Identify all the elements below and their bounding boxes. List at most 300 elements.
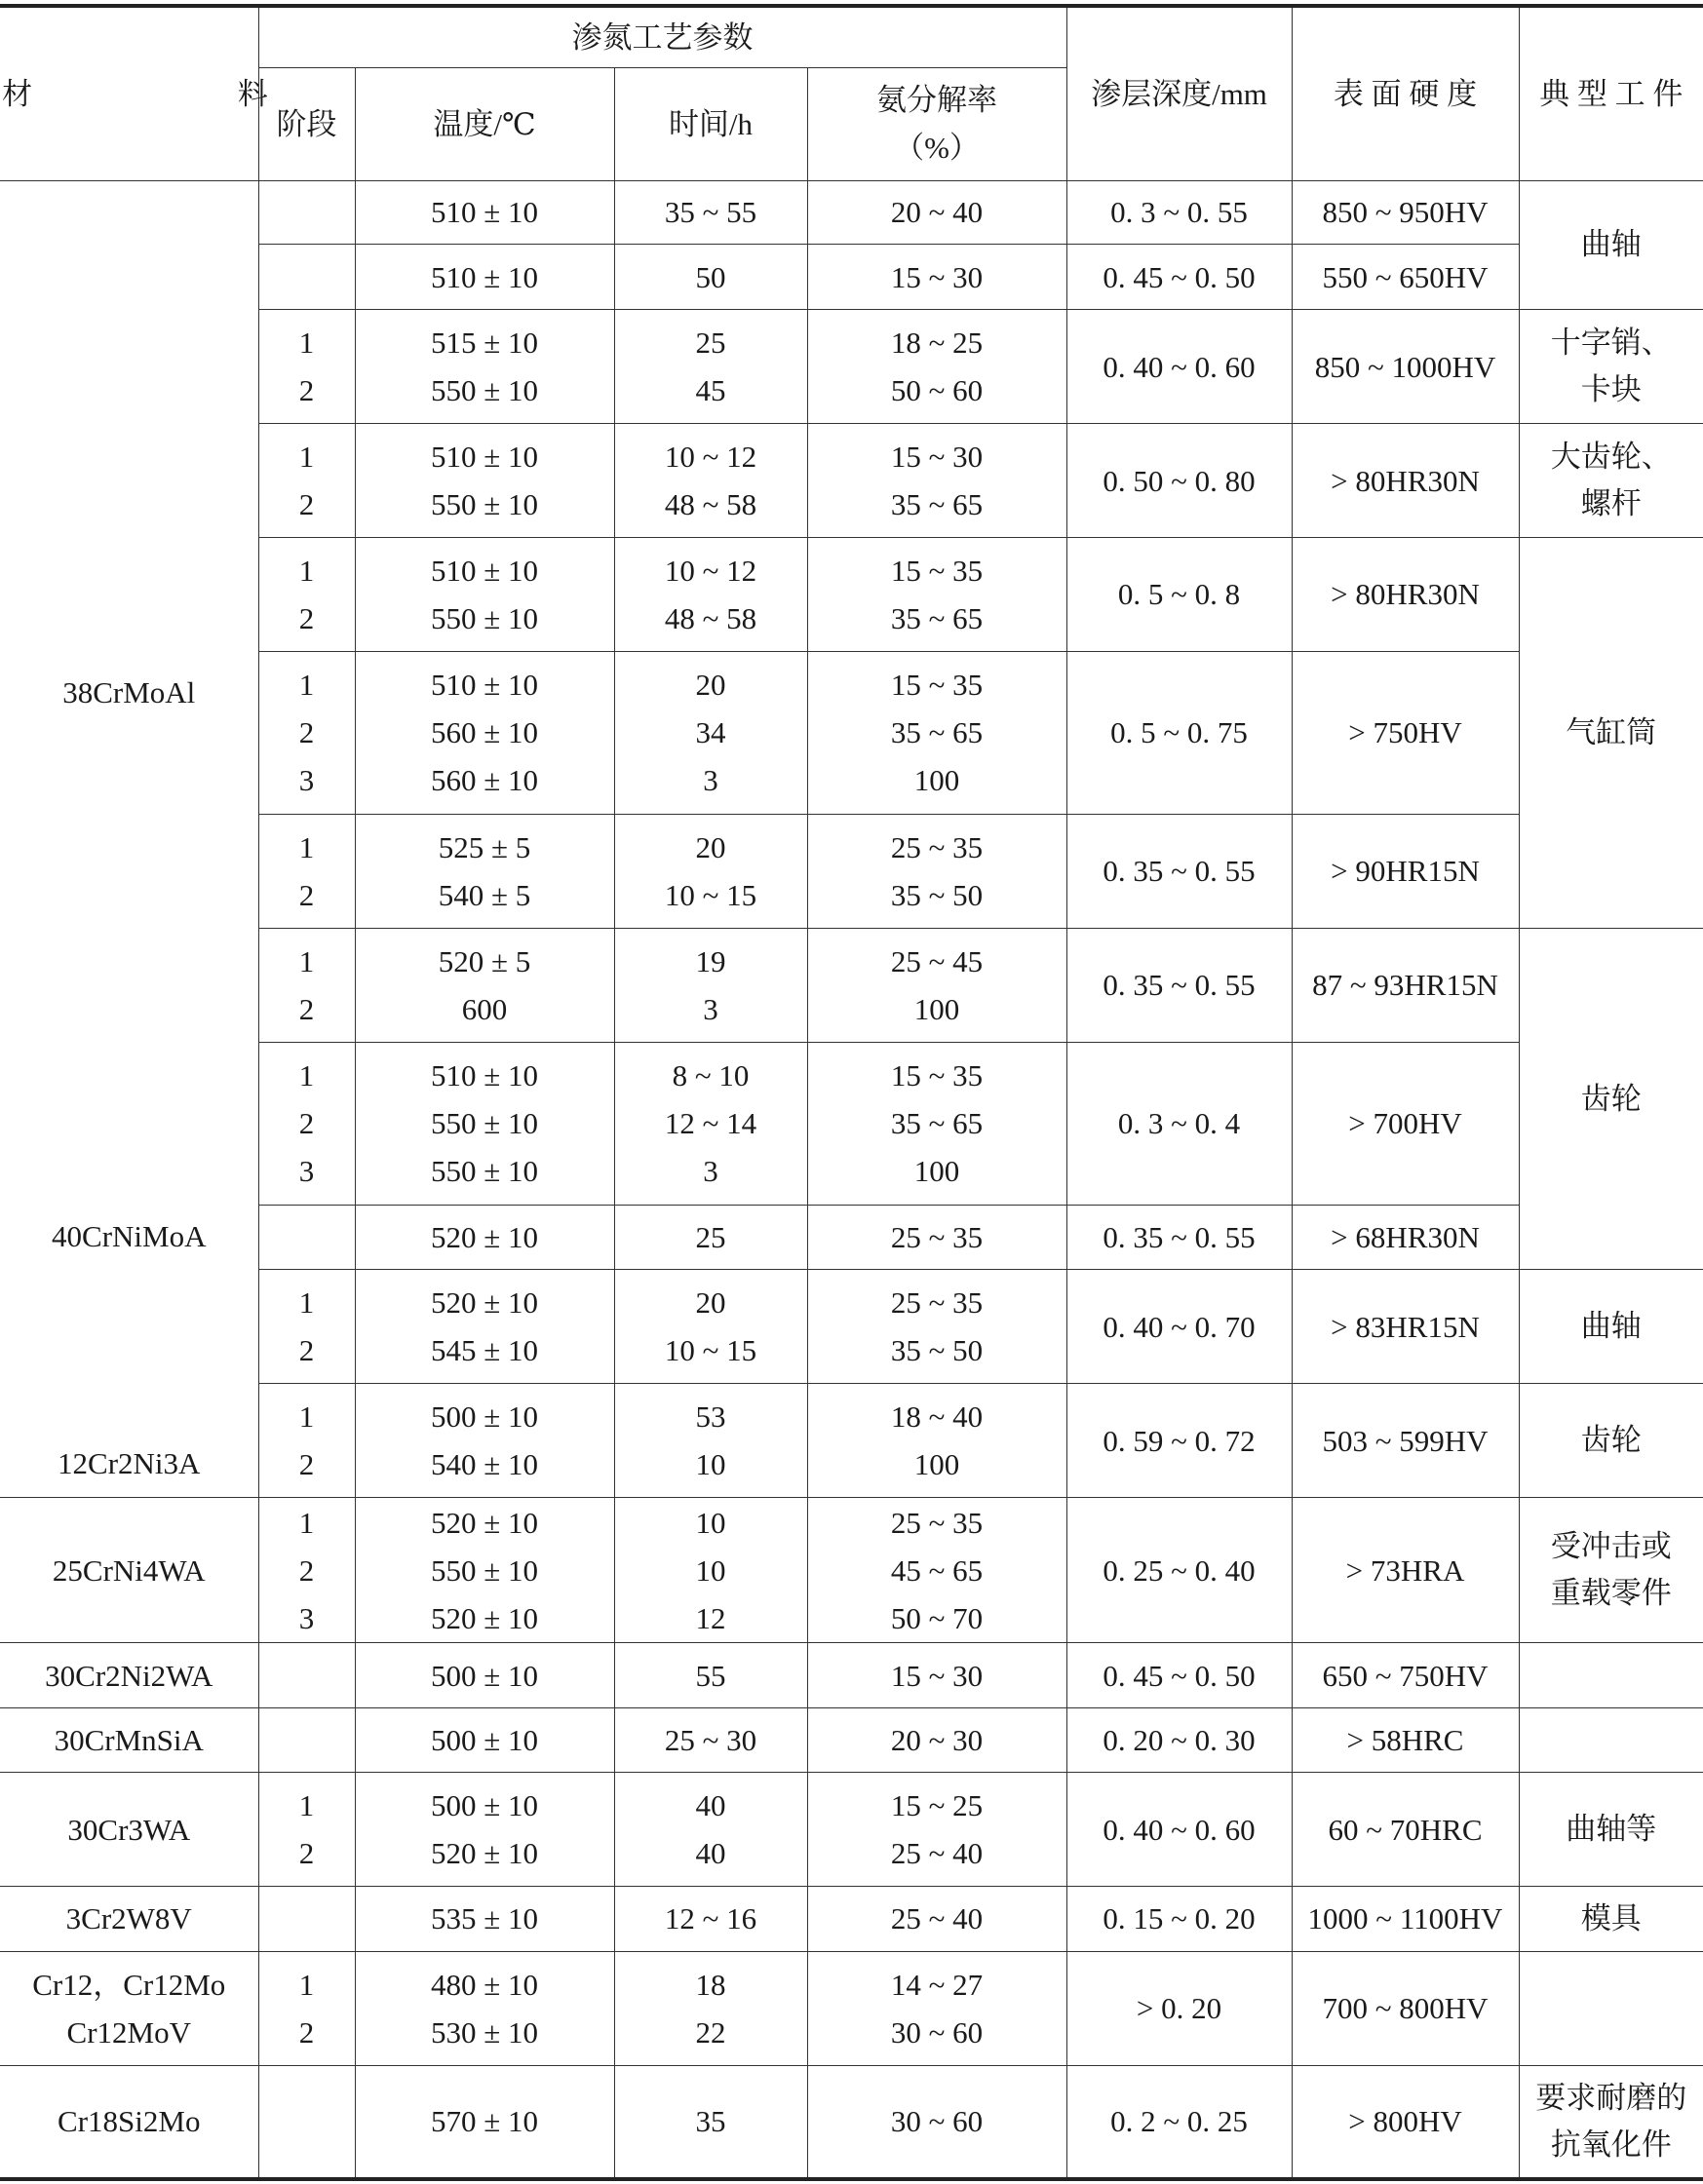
ammonia-cell	[807, 1042, 1066, 1205]
temperature-cell-line: 500 ± 10	[430, 1723, 538, 1758]
typical-part-cell	[1519, 1270, 1703, 1384]
material-name: 38CrMoAl	[62, 675, 196, 710]
depth-cell: 0. 5 ~ 0. 8	[1066, 538, 1292, 652]
ammonia-cell-line: 35 ~ 65	[890, 715, 984, 750]
time-cell-line: 35	[695, 2104, 726, 2139]
hardness-cell: 1000 ~ 1100HV	[1292, 1887, 1519, 1951]
temperature-cell-line: 500 ± 10	[430, 1788, 538, 1823]
time-cell	[614, 815, 807, 929]
time-cell	[614, 244, 807, 309]
temperature-cell-line: 550 ± 10	[430, 373, 538, 408]
stage-cell	[258, 1951, 355, 2065]
typical-part-label: 齿轮	[1580, 1081, 1642, 1116]
time-cell	[614, 1707, 807, 1772]
ammonia-cell	[807, 928, 1066, 1042]
time-cell-line: 53	[695, 1399, 726, 1435]
typical-part-label: 螺杆	[1580, 486, 1642, 521]
header-typical-parts: 典 型 工 件	[1519, 6, 1703, 180]
depth-cell: 0. 20 ~ 0. 30	[1066, 1707, 1292, 1772]
hardness-cell: > 750HV	[1292, 651, 1519, 814]
header-ammonia	[807, 67, 1066, 180]
depth-cell: 0. 35 ~ 0. 55	[1066, 1205, 1292, 1270]
typical-part-cell	[1519, 538, 1703, 929]
typical-part-label: 大齿轮、	[1550, 440, 1672, 475]
table-row	[0, 1887, 1703, 1951]
temperature-cell-line: 500 ± 10	[430, 1399, 538, 1435]
time-cell-line: 55	[695, 1658, 726, 1693]
hardness-cell: 503 ~ 599HV	[1292, 1384, 1519, 1498]
temperature-cell	[355, 1643, 614, 1707]
temperature-cell	[355, 1887, 614, 1951]
time-cell-line: 10 ~ 12	[664, 440, 757, 475]
stage-cell	[258, 1643, 355, 1707]
typical-part-cell	[1519, 1951, 1703, 2065]
header-temperature: 温度/℃	[355, 67, 614, 180]
stage-cell	[258, 651, 355, 814]
time-cell	[614, 1643, 807, 1707]
ammonia-cell-line: 50 ~ 60	[890, 373, 984, 408]
table-row	[0, 1498, 1703, 1643]
typical-part-cell	[1519, 1887, 1703, 1951]
ammonia-cell	[807, 244, 1066, 309]
time-cell-line: 20	[695, 1285, 726, 1321]
ammonia-cell	[807, 1887, 1066, 1951]
typical-part-label: 十字销、	[1550, 326, 1672, 361]
time-cell-line: 20	[695, 829, 726, 864]
ammonia-cell	[807, 180, 1066, 244]
stage-cell-line: 2	[298, 1836, 315, 1871]
hardness-cell: > 80HR30N	[1292, 424, 1519, 538]
stage-cell	[258, 1042, 355, 1205]
ammonia-cell-line: 15 ~ 25	[890, 1788, 984, 1823]
ammonia-cell	[807, 1951, 1066, 2065]
temperature-cell	[355, 1498, 614, 1643]
temperature-cell	[355, 651, 614, 814]
typical-part-cell	[1519, 1498, 1703, 1643]
ammonia-cell-line: 30 ~ 60	[890, 2014, 984, 2050]
typical-part-cell	[1519, 928, 1703, 1270]
time-cell	[614, 424, 807, 538]
hardness-cell: 700 ~ 800HV	[1292, 1951, 1519, 2065]
hardness-cell: 87 ~ 93HR15N	[1292, 928, 1519, 1042]
time-cell-line: 45	[695, 373, 726, 408]
hardness-cell: 650 ~ 750HV	[1292, 1643, 1519, 1707]
ammonia-cell-line: 35 ~ 65	[890, 487, 984, 522]
temperature-cell-line: 520 ± 10	[430, 1836, 538, 1871]
stage-cell-line: 2	[298, 1333, 315, 1368]
typical-part-label: 气缸筒	[1566, 714, 1657, 749]
temperature-cell-line: 510 ± 10	[430, 259, 538, 294]
typical-part-label: 曲轴	[1580, 227, 1642, 262]
time-cell-line: 3	[703, 763, 718, 798]
stage-cell-line: 2	[298, 1106, 315, 1141]
ammonia-cell-line: 15 ~ 30	[890, 1658, 984, 1693]
material-cell	[0, 180, 258, 1205]
header-material: 材 料	[0, 6, 258, 180]
time-cell	[614, 2065, 807, 2179]
temperature-cell-line: 520 ± 10	[430, 1600, 538, 1635]
stage-cell-line: 1	[298, 1505, 315, 1540]
header-ammonia-line2: （%）	[894, 131, 980, 165]
ammonia-cell-line: 50 ~ 70	[890, 1600, 984, 1635]
time-cell-line: 22	[695, 2014, 726, 2050]
temperature-cell-line: 540 ± 10	[430, 1447, 538, 1482]
table-row	[0, 1643, 1703, 1707]
ammonia-cell	[807, 1384, 1066, 1498]
hardness-cell: > 800HV	[1292, 2065, 1519, 2179]
ammonia-cell-line: 100	[913, 1447, 960, 1482]
temperature-cell-line: 510 ± 10	[430, 440, 538, 475]
hardness-cell: > 68HR30N	[1292, 1205, 1519, 1270]
stage-cell-line: 2	[298, 1552, 315, 1588]
stage-cell-line: 3	[298, 1600, 315, 1635]
temperature-cell	[355, 1773, 614, 1887]
stage-cell-line: 1	[298, 326, 315, 361]
temperature-cell	[355, 815, 614, 929]
time-cell-line: 25	[695, 1220, 726, 1255]
depth-cell: 0. 5 ~ 0. 75	[1066, 651, 1292, 814]
material-name: 40CrNiMoA	[52, 1219, 207, 1254]
temperature-cell-line: 510 ± 10	[430, 668, 538, 703]
table-row	[0, 1707, 1703, 1772]
stage-cell-line: 1	[298, 829, 315, 864]
stage-cell-line: 1	[298, 553, 315, 588]
material-name: 30Cr3WA	[67, 1812, 191, 1847]
material-cell	[0, 2065, 258, 2179]
hardness-cell: > 58HRC	[1292, 1707, 1519, 1772]
hardness-cell: 60 ~ 70HRC	[1292, 1773, 1519, 1887]
temperature-cell-line: 540 ± 5	[438, 877, 531, 912]
typical-part-label: 卡块	[1580, 372, 1642, 407]
typical-part-cell	[1519, 1384, 1703, 1498]
ammonia-cell	[807, 651, 1066, 814]
material-cell	[0, 1773, 258, 1887]
hardness-cell: > 73HRA	[1292, 1498, 1519, 1643]
depth-cell: 0. 25 ~ 0. 40	[1066, 1498, 1292, 1643]
time-cell	[614, 1205, 807, 1270]
time-cell-line: 12	[695, 1600, 726, 1635]
stage-cell-line: 2	[298, 715, 315, 750]
typical-part-cell	[1519, 1643, 1703, 1707]
material-name: 25CrNi4WA	[52, 1552, 206, 1588]
stage-cell-line: 3	[298, 1154, 315, 1189]
time-cell-line: 34	[695, 715, 726, 750]
temperature-cell-line: 480 ± 10	[430, 1967, 538, 2002]
time-cell	[614, 180, 807, 244]
ammonia-cell-line: 25 ~ 35	[890, 1285, 984, 1321]
ammonia-cell	[807, 538, 1066, 652]
stage-cell	[258, 424, 355, 538]
time-cell-line: 18	[695, 1967, 726, 2002]
stage-cell	[258, 1270, 355, 1384]
time-cell-line: 10	[695, 1552, 726, 1588]
temperature-cell-line: 520 ± 5	[438, 943, 531, 978]
hardness-cell: 850 ~ 950HV	[1292, 180, 1519, 244]
time-cell-line: 20	[695, 668, 726, 703]
time-cell-line: 25 ~ 30	[664, 1723, 757, 1758]
temperature-cell	[355, 1205, 614, 1270]
stage-cell	[258, 1887, 355, 1951]
depth-cell: 0. 35 ~ 0. 55	[1066, 815, 1292, 929]
time-cell-line: 35 ~ 55	[664, 195, 757, 230]
temperature-cell-line: 520 ± 10	[430, 1505, 538, 1540]
ammonia-cell-line: 25 ~ 45	[890, 943, 984, 978]
temperature-cell-line: 560 ± 10	[430, 715, 538, 750]
temperature-cell	[355, 2065, 614, 2179]
ammonia-cell-line: 15 ~ 35	[890, 553, 984, 588]
typical-part-label: 曲轴等	[1566, 1812, 1657, 1847]
temperature-cell-line: 500 ± 10	[430, 1658, 538, 1693]
ammonia-cell-line: 100	[913, 991, 960, 1026]
time-cell	[614, 1773, 807, 1887]
ammonia-cell-line: 35 ~ 50	[890, 1333, 984, 1368]
ammonia-cell	[807, 1707, 1066, 1772]
ammonia-cell	[807, 1270, 1066, 1384]
temperature-cell-line: 530 ± 10	[430, 2014, 538, 2050]
depth-cell: 0. 45 ~ 0. 50	[1066, 1643, 1292, 1707]
temperature-cell-line: 550 ± 10	[430, 1154, 538, 1189]
stage-cell	[258, 928, 355, 1042]
stage-cell	[258, 815, 355, 929]
time-cell-line: 10 ~ 15	[664, 1333, 757, 1368]
hardness-cell: > 700HV	[1292, 1042, 1519, 1205]
hardness-cell: 550 ~ 650HV	[1292, 244, 1519, 309]
material-cell	[0, 1498, 258, 1643]
header-hardness: 表 面 硬 度	[1292, 6, 1519, 180]
temperature-cell	[355, 1707, 614, 1772]
time-cell	[614, 538, 807, 652]
stage-cell-line: 1	[298, 1967, 315, 2002]
ammonia-cell	[807, 424, 1066, 538]
temperature-cell-line: 520 ± 10	[430, 1220, 538, 1255]
depth-cell: 0. 15 ~ 0. 20	[1066, 1887, 1292, 1951]
time-cell-line: 40	[695, 1836, 726, 1871]
header-process-params: 渗氮工艺参数	[258, 6, 1066, 67]
ammonia-cell-line: 25 ~ 35	[890, 829, 984, 864]
time-cell-line: 3	[703, 991, 718, 1026]
ammonia-cell-line: 35 ~ 50	[890, 877, 984, 912]
typical-part-cell	[1519, 424, 1703, 538]
typical-part-cell	[1519, 310, 1703, 424]
temperature-cell-line: 520 ± 10	[430, 1285, 538, 1321]
stage-cell	[258, 310, 355, 424]
stage-cell-line: 2	[298, 877, 315, 912]
table-row	[0, 180, 1703, 244]
ammonia-cell-line: 30 ~ 60	[890, 2104, 984, 2139]
time-cell-line: 19	[695, 943, 726, 978]
depth-cell: 0. 40 ~ 0. 60	[1066, 1773, 1292, 1887]
typical-part-label: 受冲击或	[1550, 1529, 1672, 1564]
temperature-cell	[355, 1951, 614, 2065]
ammonia-cell-line: 15 ~ 35	[890, 668, 984, 703]
ammonia-cell	[807, 1773, 1066, 1887]
ammonia-cell	[807, 1205, 1066, 1270]
temperature-cell	[355, 1384, 614, 1498]
time-cell-line: 48 ~ 58	[664, 600, 757, 635]
ammonia-cell	[807, 815, 1066, 929]
stage-cell-line: 2	[298, 600, 315, 635]
time-cell	[614, 1270, 807, 1384]
table-row	[0, 1951, 1703, 2065]
time-cell-line: 12 ~ 14	[664, 1106, 757, 1141]
ammonia-cell-line: 25 ~ 35	[890, 1220, 984, 1255]
ammonia-cell	[807, 2065, 1066, 2179]
depth-cell: 0. 59 ~ 0. 72	[1066, 1384, 1292, 1498]
temperature-cell-line: 510 ± 10	[430, 1058, 538, 1093]
temperature-cell-line: 510 ± 10	[430, 553, 538, 588]
hardness-cell: > 90HR15N	[1292, 815, 1519, 929]
stage-cell	[258, 1707, 355, 1772]
header-ammonia-line1: 氨分解率	[876, 83, 997, 117]
stage-cell-line: 3	[298, 763, 315, 798]
ammonia-cell-line: 18 ~ 40	[890, 1399, 984, 1435]
ammonia-cell-line: 14 ~ 27	[890, 1967, 984, 2002]
material-name: 30Cr2Ni2WA	[45, 1658, 213, 1693]
stage-cell	[258, 180, 355, 244]
time-cell	[614, 1384, 807, 1498]
depth-cell: > 0. 20	[1066, 1951, 1292, 2065]
stage-cell-line: 1	[298, 1399, 315, 1435]
table-row	[0, 1205, 1703, 1270]
temperature-cell	[355, 310, 614, 424]
temperature-cell-line: 560 ± 10	[430, 763, 538, 798]
ammonia-cell-line: 45 ~ 65	[890, 1552, 984, 1588]
stage-cell-line: 2	[298, 991, 315, 1026]
depth-cell: 0. 45 ~ 0. 50	[1066, 244, 1292, 309]
stage-cell-line: 1	[298, 668, 315, 703]
stage-cell-line: 1	[298, 943, 315, 978]
typical-part-cell	[1519, 1773, 1703, 1887]
material-cell	[0, 1643, 258, 1707]
ammonia-cell	[807, 1643, 1066, 1707]
material-cell	[0, 1707, 258, 1772]
typical-part-label: 齿轮	[1580, 1423, 1642, 1458]
stage-cell	[258, 1384, 355, 1498]
time-cell-line: 10	[695, 1505, 726, 1540]
temperature-cell-line: 550 ± 10	[430, 1106, 538, 1141]
time-cell	[614, 1951, 807, 2065]
depth-cell: 0. 3 ~ 0. 4	[1066, 1042, 1292, 1205]
temperature-cell-line: 550 ± 10	[430, 487, 538, 522]
temperature-cell-line: 570 ± 10	[430, 2104, 538, 2139]
time-cell-line: 48 ~ 58	[664, 487, 757, 522]
material-name: Cr12MoV	[66, 2014, 191, 2050]
temperature-cell	[355, 180, 614, 244]
depth-cell: 0. 2 ~ 0. 25	[1066, 2065, 1292, 2179]
material-name: 12Cr2Ni3A	[58, 1446, 201, 1481]
ammonia-cell-line: 35 ~ 65	[890, 1106, 984, 1141]
typical-part-label: 要求耐磨的	[1535, 2080, 1687, 2115]
temperature-cell-line: 600	[461, 991, 508, 1026]
ammonia-cell-line: 18 ~ 25	[890, 326, 984, 361]
ammonia-cell-line: 100	[913, 1154, 960, 1189]
time-cell-line: 10	[695, 1447, 726, 1482]
stage-cell-line: 1	[298, 1058, 315, 1093]
depth-cell: 0. 3 ~ 0. 55	[1066, 180, 1292, 244]
header-time: 时间/h	[614, 67, 807, 180]
typical-part-cell	[1519, 180, 1703, 310]
temperature-cell	[355, 538, 614, 652]
stage-cell-line: 2	[298, 1447, 315, 1482]
stage-cell-line: 1	[298, 440, 315, 475]
time-cell-line: 3	[703, 1154, 718, 1189]
temperature-cell-line: 545 ± 10	[430, 1333, 538, 1368]
temperature-cell	[355, 928, 614, 1042]
stage-cell	[258, 1498, 355, 1643]
material-name: Cr18Si2Mo	[58, 2104, 201, 2139]
ammonia-cell-line: 25 ~ 40	[890, 1901, 984, 1936]
ammonia-cell-line: 25 ~ 35	[890, 1505, 984, 1540]
hardness-cell: > 83HR15N	[1292, 1270, 1519, 1384]
hardness-cell: > 80HR30N	[1292, 538, 1519, 652]
temperature-cell-line: 525 ± 5	[438, 829, 531, 864]
ammonia-cell-line: 15 ~ 30	[890, 259, 984, 294]
stage-cell	[258, 1205, 355, 1270]
material-name: Cr12，Cr12Mo	[32, 1967, 226, 2002]
time-cell-line: 10 ~ 12	[664, 553, 757, 588]
temperature-cell-line: 515 ± 10	[430, 326, 538, 361]
temperature-cell-line: 550 ± 10	[430, 1552, 538, 1588]
ammonia-cell-line: 15 ~ 35	[890, 1058, 984, 1093]
ammonia-cell-line: 15 ~ 30	[890, 440, 984, 475]
stage-cell	[258, 244, 355, 309]
ammonia-cell-line: 20 ~ 30	[890, 1723, 984, 1758]
ammonia-cell-line: 20 ~ 40	[890, 195, 984, 230]
ammonia-cell-line: 25 ~ 40	[890, 1836, 984, 1871]
header-stage: 阶段	[258, 67, 355, 180]
depth-cell: 0. 50 ~ 0. 80	[1066, 424, 1292, 538]
temperature-cell-line: 550 ± 10	[430, 600, 538, 635]
temperature-cell	[355, 424, 614, 538]
depth-cell: 0. 40 ~ 0. 60	[1066, 310, 1292, 424]
stage-cell	[258, 1773, 355, 1887]
depth-cell: 0. 35 ~ 0. 55	[1066, 928, 1292, 1042]
header-depth: 渗层深度/mm	[1066, 6, 1292, 180]
time-cell-line: 8 ~ 10	[672, 1058, 750, 1093]
time-cell	[614, 928, 807, 1042]
material-name: 3Cr2W8V	[65, 1901, 192, 1936]
stage-cell-line: 2	[298, 487, 315, 522]
time-cell-line: 50	[695, 259, 726, 294]
typical-part-cell	[1519, 2065, 1703, 2179]
table-row	[0, 1773, 1703, 1887]
time-cell	[614, 1498, 807, 1643]
typical-part-label: 曲轴	[1580, 1309, 1642, 1344]
typical-part-label: 模具	[1580, 1900, 1642, 1935]
time-cell-line: 12 ~ 16	[664, 1901, 757, 1936]
material-name: 30CrMnSiA	[54, 1723, 204, 1758]
stage-cell	[258, 2065, 355, 2179]
material-cell	[0, 1887, 258, 1951]
temperature-cell	[355, 1042, 614, 1205]
time-cell	[614, 310, 807, 424]
stage-cell-line: 1	[298, 1788, 315, 1823]
stage-cell-line: 2	[298, 373, 315, 408]
time-cell-line: 25	[695, 326, 726, 361]
ammonia-cell	[807, 1498, 1066, 1643]
stage-cell	[258, 538, 355, 652]
nitriding-process-table	[0, 4, 1703, 2181]
depth-cell: 0. 40 ~ 0. 70	[1066, 1270, 1292, 1384]
material-cell	[0, 1205, 258, 1498]
ammonia-cell-line: 35 ~ 65	[890, 600, 984, 635]
temperature-cell	[355, 1270, 614, 1384]
temperature-cell	[355, 244, 614, 309]
typical-part-cell	[1519, 1707, 1703, 1772]
time-cell-line: 40	[695, 1788, 726, 1823]
typical-part-label: 抗氧化件	[1550, 2127, 1672, 2162]
time-cell-line: 10 ~ 15	[664, 877, 757, 912]
